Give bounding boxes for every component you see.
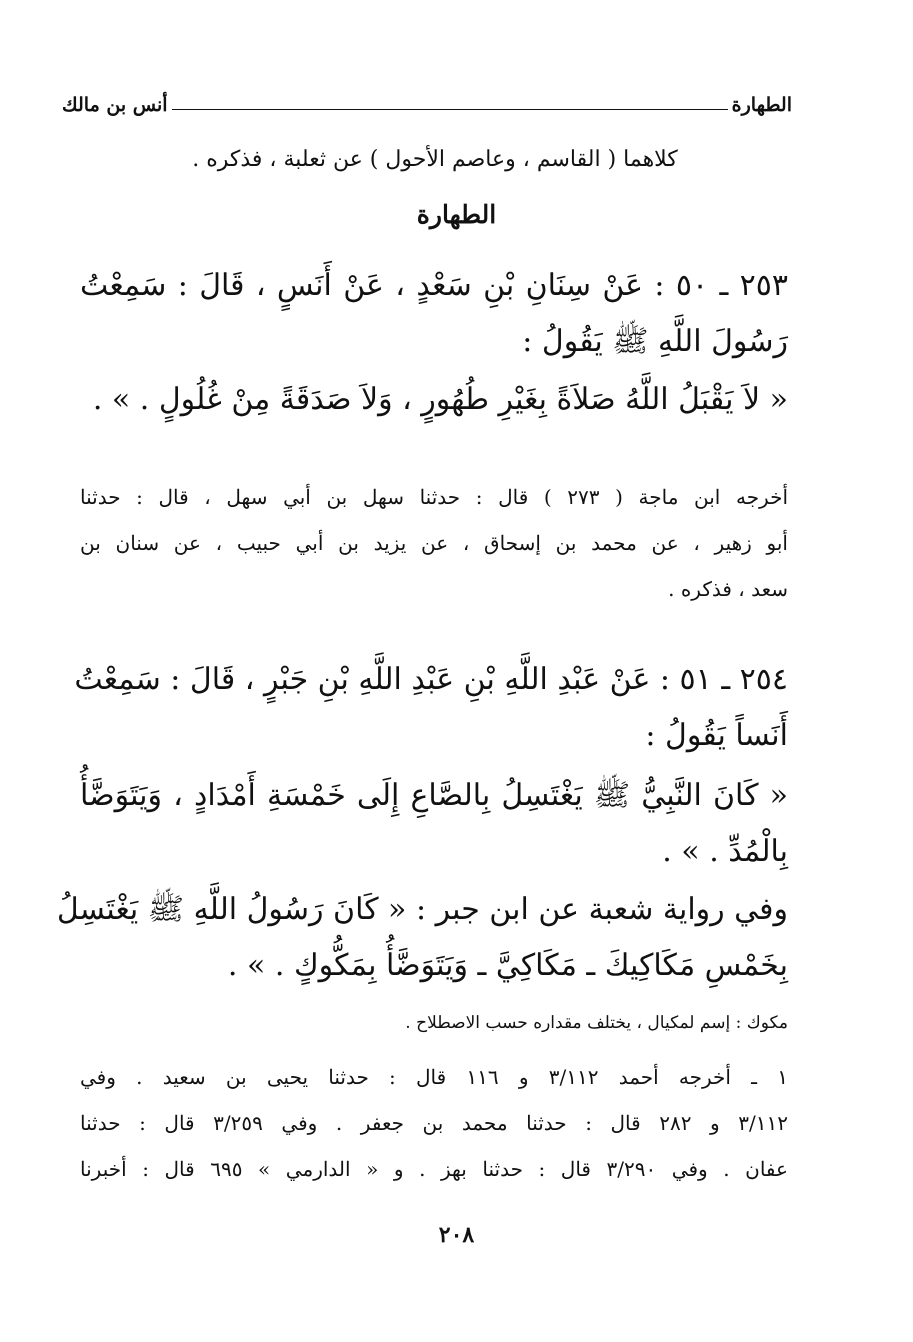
hadith-254-isnad [74,652,788,764]
header-chapter-title: الطهارة [731,94,792,116]
takhrij-254-line-3: عفان . وفي ٣/٢٩٠ قال : حدثنا بهز . و « الدارمي » ٦٩٥ قال : أخبرنا [80,1157,788,1181]
takhrij-253 [80,474,788,612]
variant-line-2: بِخَمْسِ مَكَاكِيكَ ـ مَكَاكِيَّ ـ وَيَتَوَضَّأُ بِمَكُّوكٍ . » . [227,948,788,983]
section-title: الطهارة [416,200,497,229]
hadith-254-matn [80,768,788,880]
hadith-253-line-1: ٢٥٣ ـ ٥٠ : عَنْ سِنَانِ بْنِ سَعْدٍ ، عَنْ أَنَسٍ ، قَالَ : سَمِعْتُ [80,268,788,303]
hadith-254-line-2: أَنَساً يَقُولُ : [645,718,788,753]
takhrij-253-line-2: أبو زهير ، عن محمد بن إسحاق ، عن يزيد بن أبي حبيب ، عن سنان بن [80,531,788,555]
takhrij-254 [80,1054,788,1192]
shuba-variant [56,882,788,994]
takhrij-254-line-2: ٣/١١٢ و ٢٨٢ قال : حدثنا محمد بن جعفر . وفي ٣/٢٥٩ قال : حدثنا [80,1111,788,1135]
intro-text: كلاهما ( القاسم ، وعاصم الأحول ) عن ثعلبة ، فذكره . [192,147,678,172]
header-rule [172,109,728,110]
variant-line-1: وفي رواية شعبة عن ابن جبر : « كَانَ رَسُولُ اللَّهِ ﷺ يَغْتَسِلُ [56,892,788,927]
takhrij-253-line-1: أخرجه ابن ماجة ( ٢٧٣ ) قال : حدثنا سهل بن أبي سهل ، قال : حدثنا [80,485,789,509]
hadith-254-line-1: ٢٥٤ ـ ٥١ : عَنْ عَبْدِ اللَّهِ بْنِ عَبْدِ اللَّهِ بْنِ جَبْرٍ ، قَالَ : سَمِعْتُ [74,662,788,697]
hadith-253-isnad [80,258,788,370]
hadith-254-quote-line-2: بِالْمُدِّ . » . [662,834,788,869]
hadith-253-line-2: رَسُولَ اللَّهِ ﷺ يَقُولُ : [522,324,788,359]
hadith-254-quote-line-1: « كَانَ النَّبِيُّ ﷺ يَغْتَسِلُ بِالصَّاعِ إِلَى خَمْسَةِ أَمْدَادٍ ، وَيَتَوَضَّأُ [80,778,788,813]
footnote-makkuk [80,1008,788,1038]
footnote-text: مكوك : إسم لمكيال ، يختلف مقداره حسب الاصطلاح . [405,1013,788,1033]
header-book-title: أنس بن مالك [62,94,168,116]
takhrij-253-line-3: سعد ، فذكره . [668,577,788,601]
takhrij-254-line-1: ١ ـ أخرجه أحمد ٣/١١٢ و ١١٦ قال : حدثنا يحيى بن سعيد . وفي [80,1065,789,1089]
running-header [62,86,792,116]
page-number: ٢٠٨ [438,1222,475,1248]
hadith-253-quote: « لاَ يَقْبَلُ اللَّهُ صَلاَةً بِغَيْرِ طُهُورٍ ، وَلاَ صَدَقَةً مِنْ غُلُولٍ . » . [92,382,788,417]
hadith-253-matn [80,372,788,428]
